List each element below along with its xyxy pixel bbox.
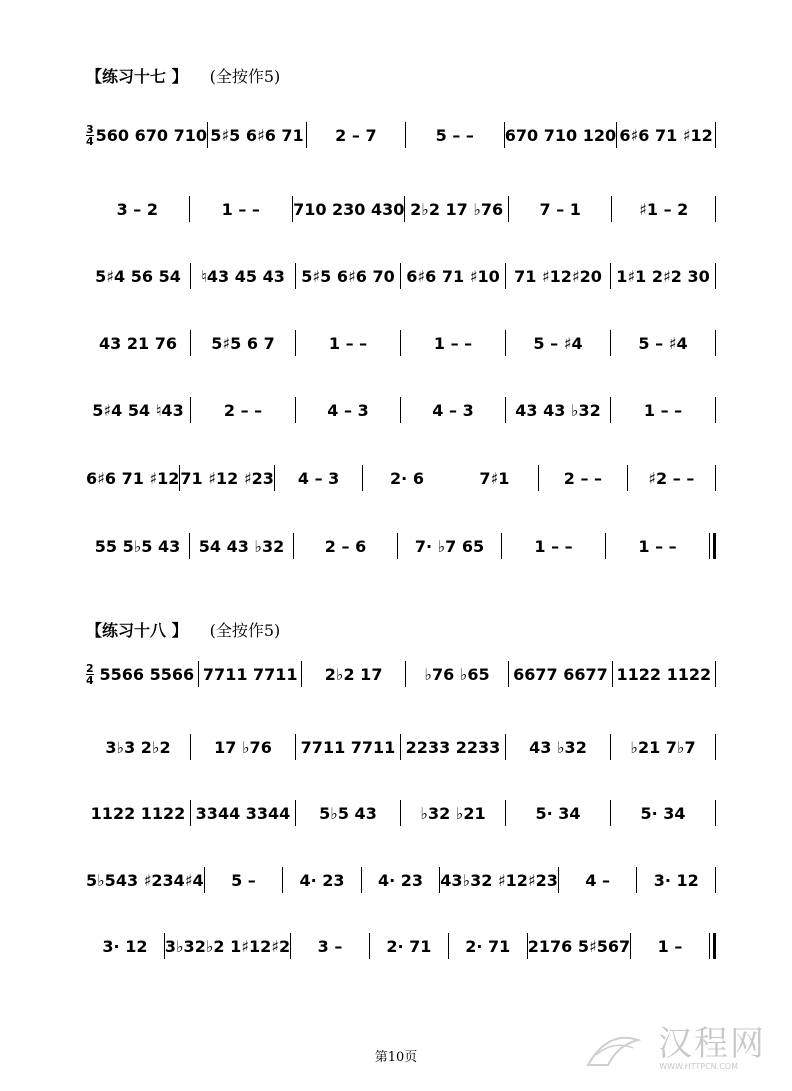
ex17-row-7 — [86, 532, 716, 560]
measure: 4· 23 — [377, 870, 424, 890]
measure: 2 – – — [223, 400, 263, 420]
measure: 3· 12 — [653, 870, 699, 890]
watermark-url: WWW.HTTPCN.COM — [659, 1062, 738, 1071]
page-number: 第10页 — [374, 1050, 418, 1065]
barline — [715, 263, 716, 289]
measure: 5♯5 6♯6 70 — [301, 266, 395, 286]
ex17-row-3 — [86, 262, 716, 290]
measure: 43♭32 ♯12♯23 — [440, 870, 558, 890]
exercise18-title — [86, 618, 280, 641]
measure: 1122 1122 — [616, 664, 712, 684]
measure: 2 – 7 — [335, 125, 377, 145]
measure: 5♭543 ♯234♯4 — [86, 870, 204, 890]
measure: 3· 12 — [102, 936, 148, 956]
measure: 6♯6 71 ♯12 — [86, 468, 180, 488]
barline — [715, 661, 716, 687]
measure: ♭76 ♭65 — [424, 664, 490, 684]
ex17-row-2 — [86, 195, 716, 223]
ex18-row-2 — [86, 733, 716, 761]
ex17-row-5 — [86, 396, 716, 424]
measure: 2176 5♯567 — [527, 936, 631, 956]
measure: 4 – 3 — [297, 468, 340, 488]
measure: ♭32 ♭21 — [420, 803, 486, 823]
measure: ♯2 – – — [648, 468, 695, 488]
barline — [715, 397, 716, 423]
exercise17-title — [86, 64, 280, 87]
measure: 2 – – — [563, 468, 603, 488]
measure: 5 – – — [435, 125, 474, 145]
measure: 1 – – — [643, 400, 683, 420]
measure: 5♯5 6♯6 71 — [210, 125, 304, 145]
exercise18-heading: 【练习十八 】 — [86, 621, 188, 640]
measure: 5♯4 56 54 — [95, 266, 181, 286]
measure: 1 – – — [433, 333, 473, 353]
measure: 1 – – — [328, 333, 368, 353]
measure: 710 230 430 — [293, 199, 405, 219]
measure: 4 – 3 — [432, 400, 474, 420]
measure: 43 43 ♭32 — [515, 400, 601, 420]
measure: 5♯5 6 7 — [211, 333, 275, 353]
measure: 2· 71 — [386, 936, 432, 956]
measure: 7711 7711 — [300, 737, 396, 757]
barline — [715, 122, 716, 148]
barline — [715, 196, 716, 222]
measure: 4 – — [585, 870, 611, 890]
time-top: 3 — [86, 122, 94, 136]
measure: 1 – – — [221, 199, 260, 219]
time-bottom: 4 — [86, 673, 94, 687]
measure: 2♭2 17 ♭76 — [410, 199, 504, 219]
measure: 5· 34 — [640, 803, 686, 823]
measure: 2· 6 — [390, 468, 424, 488]
time-signature — [86, 124, 94, 147]
measure: 17 ♭76 — [214, 737, 272, 757]
measure: 5♭5 43 — [319, 803, 377, 823]
measure: 7711 7711 — [202, 664, 298, 684]
exercise17-subtitle: (全按作5) — [209, 67, 281, 86]
measure: 5 – — [231, 870, 256, 890]
measure: 2♭2 17 — [324, 664, 383, 684]
time-bottom: 4 — [86, 134, 94, 148]
barline — [715, 734, 716, 760]
time-top: 2 — [86, 661, 94, 675]
measure: 5566 5566 — [99, 664, 195, 684]
measure: 1 – – — [534, 536, 573, 556]
measure: 7 – 1 — [539, 199, 581, 219]
measure: 1 – – — [638, 536, 677, 556]
measure: 670 710 120 — [504, 125, 617, 145]
barline — [715, 800, 716, 826]
measure: 1♯1 2♯2 30 — [616, 266, 710, 286]
measure: 560 670 710 — [95, 125, 207, 145]
exercise18-subtitle: (全按作5) — [209, 621, 281, 640]
time-signature — [86, 663, 94, 686]
ex17-row-6 — [86, 464, 716, 492]
barline — [715, 330, 716, 356]
final-barline — [709, 933, 716, 959]
measure: ♭21 7♭7 — [630, 737, 696, 757]
measure: 5♯4 54 ♮43 — [92, 400, 184, 420]
ex18-row-5 — [86, 932, 716, 960]
measure: 5 – ♯4 — [533, 333, 583, 353]
measure: 4 – 3 — [327, 400, 369, 420]
measure: 43 21 76 — [99, 333, 177, 353]
measure: 2· 71 — [465, 936, 511, 956]
measure: 54 43 ♭32 — [198, 536, 285, 556]
measure: 71 ♯12 ♯23 — [180, 468, 274, 488]
measure: 2 – 6 — [324, 536, 367, 556]
measure: 5· 34 — [535, 803, 581, 823]
measure: 6677 6677 — [513, 664, 608, 684]
watermark-logo-text: 汉程网 — [658, 1024, 766, 1064]
measure: 3344 3344 — [195, 803, 291, 823]
ex18-row-3 — [86, 799, 716, 827]
ex17-row-4 — [86, 329, 716, 357]
final-barline — [709, 533, 716, 559]
ex17-row-1 — [86, 121, 716, 149]
measure: 3♭32♭2 1♯12♯2 — [164, 936, 291, 956]
measure: 1 – — [657, 936, 683, 956]
measure: 3 – 2 — [116, 199, 158, 219]
measure: 3♭3 2♭2 — [105, 737, 171, 757]
barline — [715, 867, 716, 893]
measure: 43 ♭32 — [529, 737, 587, 757]
measure: 6♯6 71 ♯10 — [406, 266, 500, 286]
measure: 1122 1122 — [90, 803, 186, 823]
ex18-row-4 — [86, 866, 716, 894]
measure: 3 – — [317, 936, 343, 956]
measure: ♮43 45 43 — [201, 266, 285, 286]
exercise17-heading: 【练习十七 】 — [86, 67, 188, 86]
measure: 7♯1 — [479, 468, 510, 488]
measure: 55 5♭5 43 — [94, 536, 181, 556]
measure: ♯1 – 2 — [639, 199, 689, 219]
measure: 2233 2233 — [405, 737, 501, 757]
ex18-row-1 — [86, 660, 716, 688]
measure: 7· ♭7 65 — [414, 536, 485, 556]
measure: 6♯6 71 ♯12 — [619, 125, 713, 145]
measure: 71 ♯12♯20 — [514, 266, 602, 286]
barline — [715, 465, 716, 491]
measure: 5 – ♯4 — [638, 333, 688, 353]
measure: 4· 23 — [299, 870, 345, 890]
